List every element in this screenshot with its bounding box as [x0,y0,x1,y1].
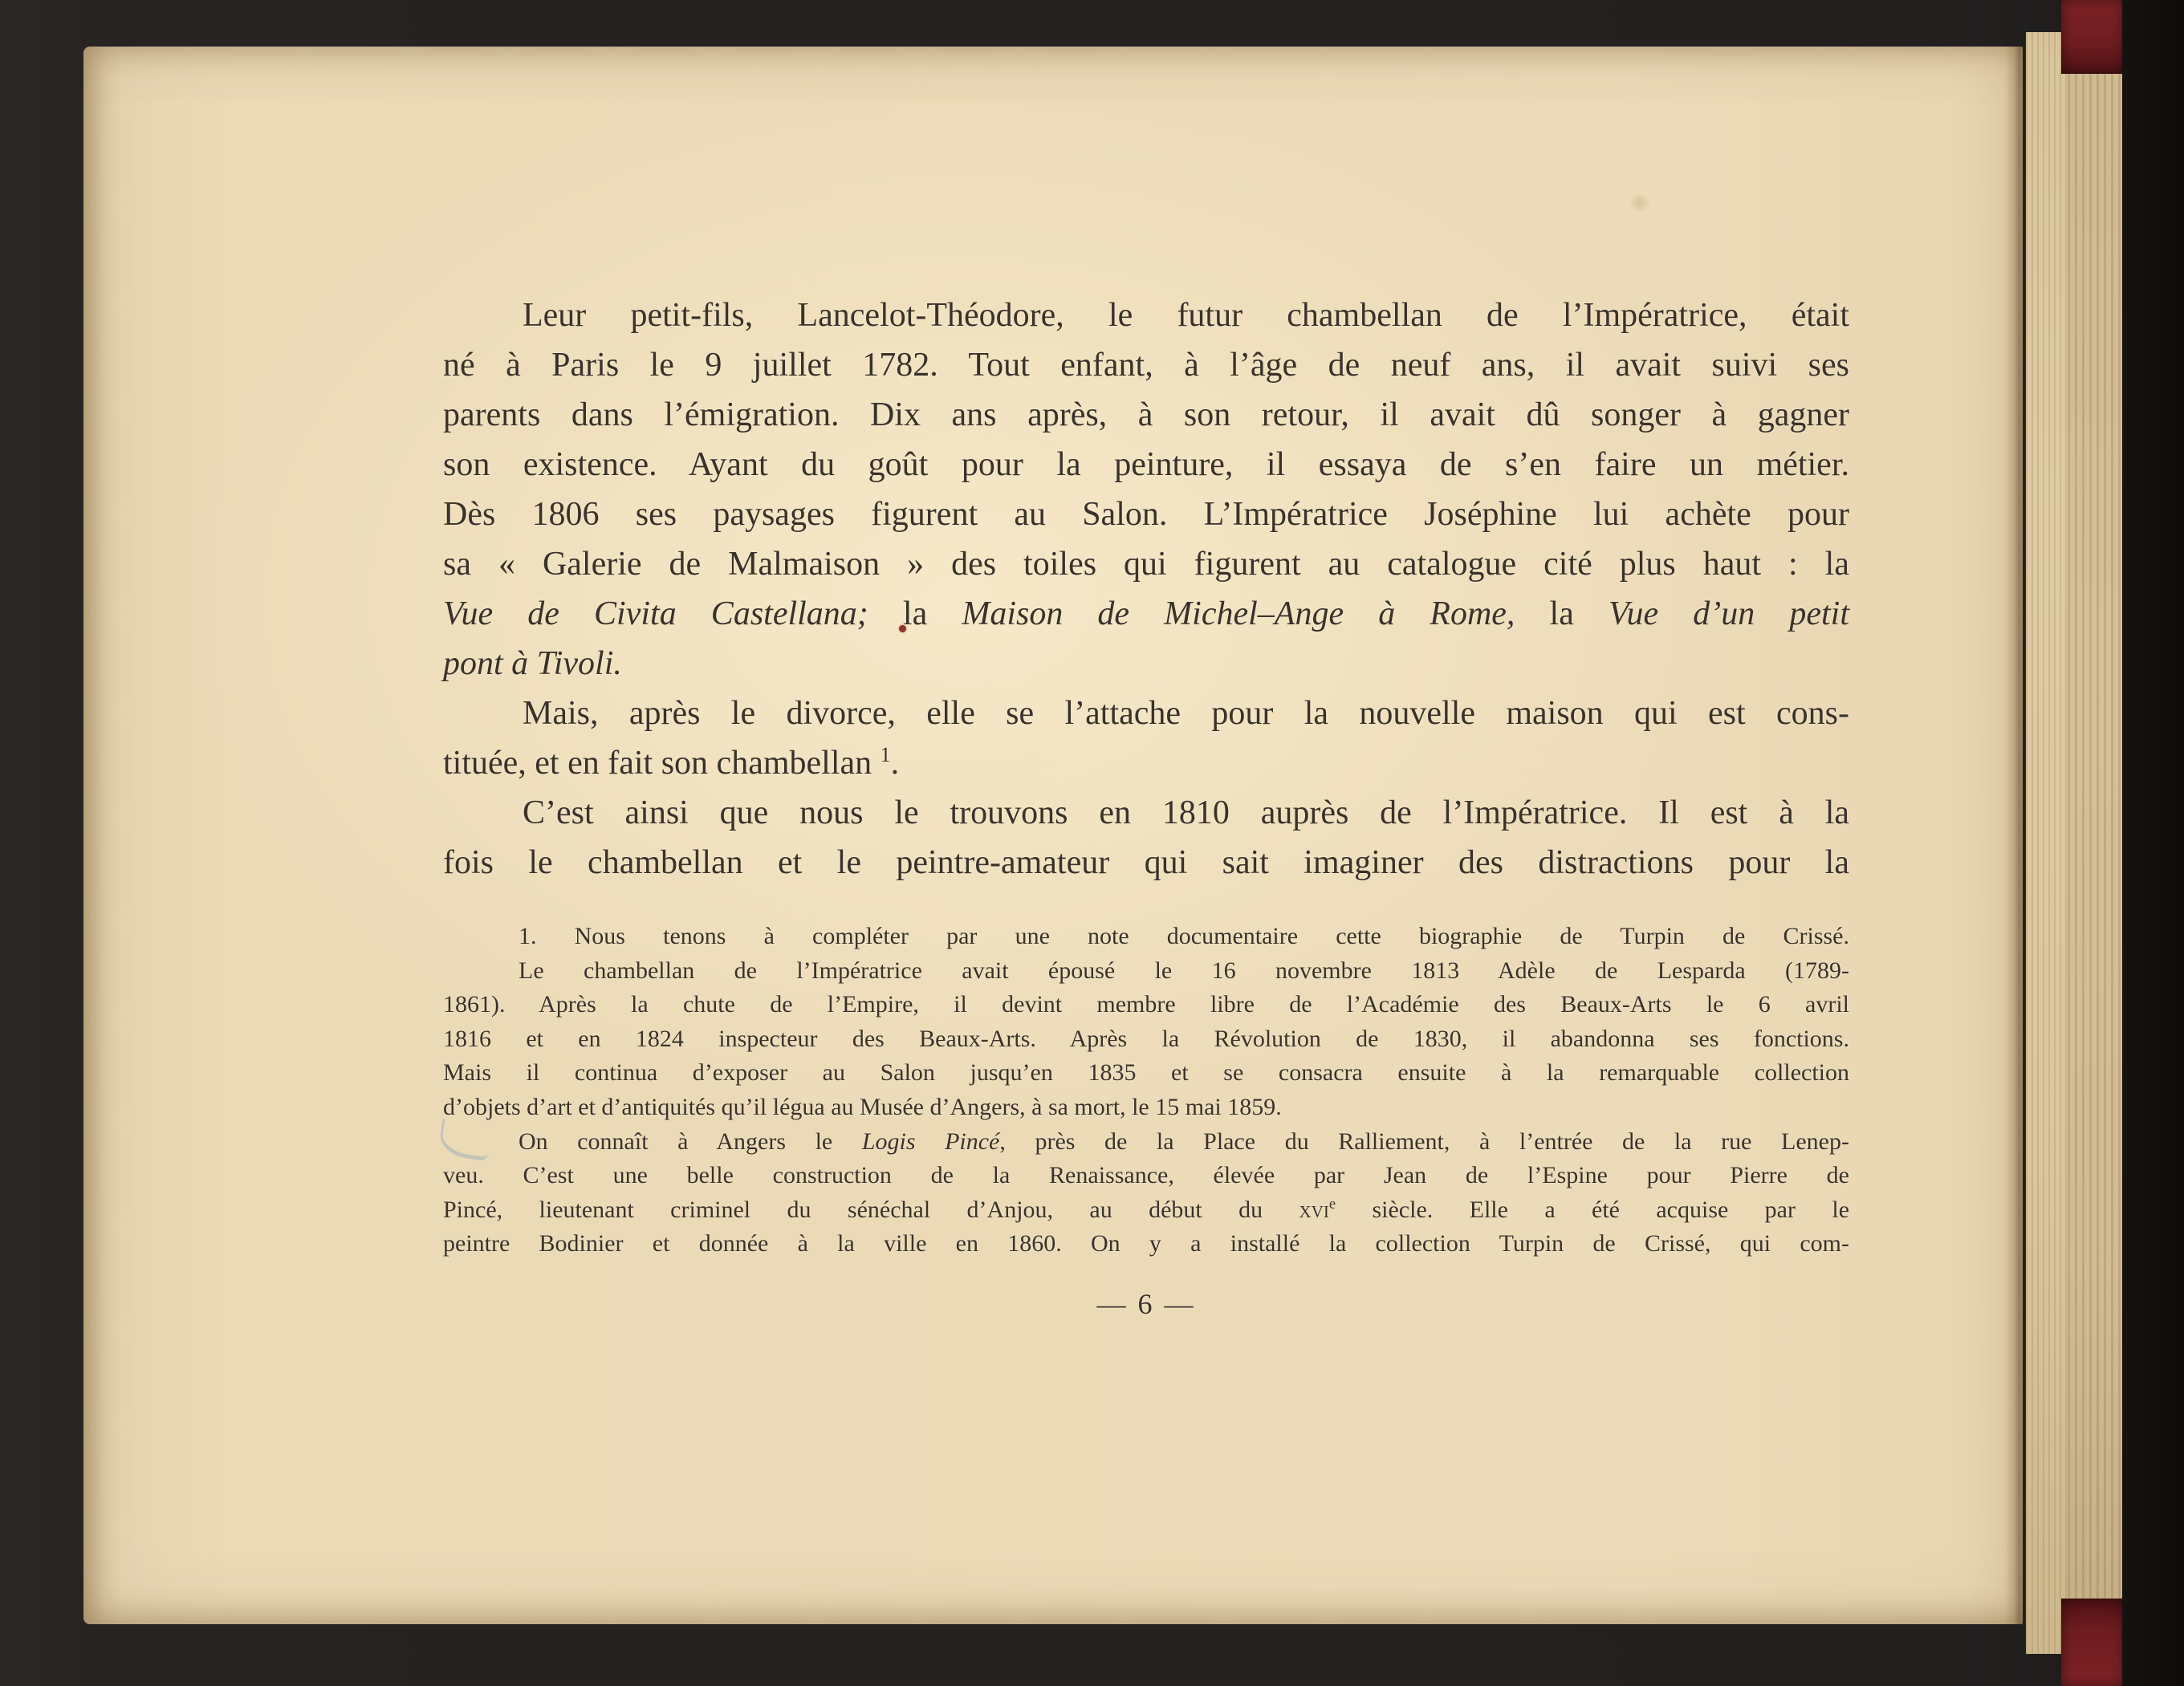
text-segment: e [1328,1195,1336,1213]
text-segment: peintre Bodinier et donnée à la ville en 1860. On y a installé la collection Turpin de Crissé, qui com- [443,1230,1849,1257]
text-segment: , près de la Place du Ralliement, à l’entrée de la rue Lenep- [999,1127,1849,1155]
text-segment: C’est ainsi que nous le trouvons en 1810 auprès de l’Impératrice. Il est à la [523,794,1849,831]
text-line [443,1227,1849,1261]
text-segment: Maison de Michel–Ange à Rome, [962,595,1515,632]
text-line [443,1091,1849,1125]
text-line [443,1056,1849,1091]
text-segment: parents dans l’émigration. Dix ans après, à son retour, il avait dû songer à gagner [443,396,1849,433]
text-line [443,738,1849,788]
book-cover-edge [2068,0,2122,1686]
text-segment: 1816 et en 1824 inspecteur des Beaux-Arts. Après la Révolution de 1830, il abandonna ses fonctions. [443,1025,1849,1052]
text-line [443,954,1849,989]
binding-cloth-bottom [2061,1599,2124,1686]
text-segment: son existence. Ayant du goût pour la peinture, il essaya de s’en faire un métier. [443,446,1849,483]
text-line [443,1193,1849,1228]
text-line [443,788,1849,838]
text-line [443,1125,1849,1160]
text-segment: Le chambellan de l’Impératrice avait épousé le 16 novembre 1813 Adèle de Lesparda (1789- [519,957,1849,984]
text-segment: Mais, après le divorce, elle se l’attache pour la nouvelle maison qui est cons- [523,695,1849,732]
page-number: — 6 — [1096,1288,1196,1320]
text-line [443,390,1849,440]
text-segment: la [868,595,962,632]
text-segment: d’objets d’art et d’antiquités qu’il légua au Musée d’Angers, à sa mort, le 15 mai 1859. [443,1093,1282,1120]
text-line [443,988,1849,1022]
text-line [443,689,1849,738]
text-segment: sa « Galerie de Malmaison » des toiles qui figurent au catalogue cité plus haut : la [443,546,1849,583]
text-segment: né à Paris le 9 juillet 1782. Tout enfant, à l’âge de neuf ans, il avait suivi ses [443,347,1849,384]
text-segment: Logis Pincé [861,1127,1000,1155]
text-line [443,639,1849,689]
binding-cloth-top [2061,0,2124,74]
footnote-block [443,920,1849,1261]
text-segment: Leur petit-fils, Lancelot-Théodore, le futur chambellan de l’Impératrice, était [523,297,1849,334]
text-segment: fois le chambellan et le peintre-amateur qui sait imaginer des distractions pour la [443,844,1849,881]
text-line [443,490,1849,539]
text-line [443,589,1849,639]
text-segment: xvi [1299,1196,1329,1223]
text-segment: Vue de Civita Castellana; [443,595,868,632]
text-segment: Mais il continua d’exposer au Salon jusqu’en 1835 et se consacra ensuite à la remarquable collection [443,1059,1849,1087]
stacked-page-edges [2026,32,2068,1654]
text-segment: veu. C’est une belle construction de la Renaissance, élevée par Jean de l’Espine pour Pierre de [443,1162,1849,1189]
text-segment: . [890,745,900,782]
text-segment: 1861). Après la chute de l’Empire, il devint membre libre de l’Académie des Beaux-Arts le 6 avril [443,991,1849,1018]
text-segment: siècle. Elle a été acquise par le [1336,1196,1850,1223]
text-line [443,440,1849,490]
text-line [443,539,1849,589]
paper-smudge [1629,193,1650,213]
text-segment: tituée, et en fait son chambellan [443,745,881,782]
text-segment: On connaît à Angers le [519,1127,862,1155]
background-right [2122,0,2184,1686]
text-segment: Dès 1806 ses paysages figurent au Salon. L’Impératrice Joséphine lui achète pour [443,496,1849,533]
text-segment: 1. Nous tenons à compléter par une note documentaire cette biographie de Turpin de Crissé. [519,923,1849,949]
body-paragraphs [443,290,1849,888]
page-gutter-crease [2005,47,2026,1624]
text-segment: la [1515,595,1609,632]
text-line [443,1159,1849,1193]
text-segment: pont à Tivoli. [443,645,622,682]
text-segment: Vue d’un petit [1608,595,1849,632]
text-segment: Pincé, lieutenant criminel du sénéchal d’Anjou, au début du [443,1196,1299,1223]
text-segment: 1 [880,743,891,766]
text-line [443,340,1849,390]
text-line [443,1022,1849,1057]
text-line [443,920,1849,954]
text-line [443,838,1849,888]
text-line [443,290,1849,340]
